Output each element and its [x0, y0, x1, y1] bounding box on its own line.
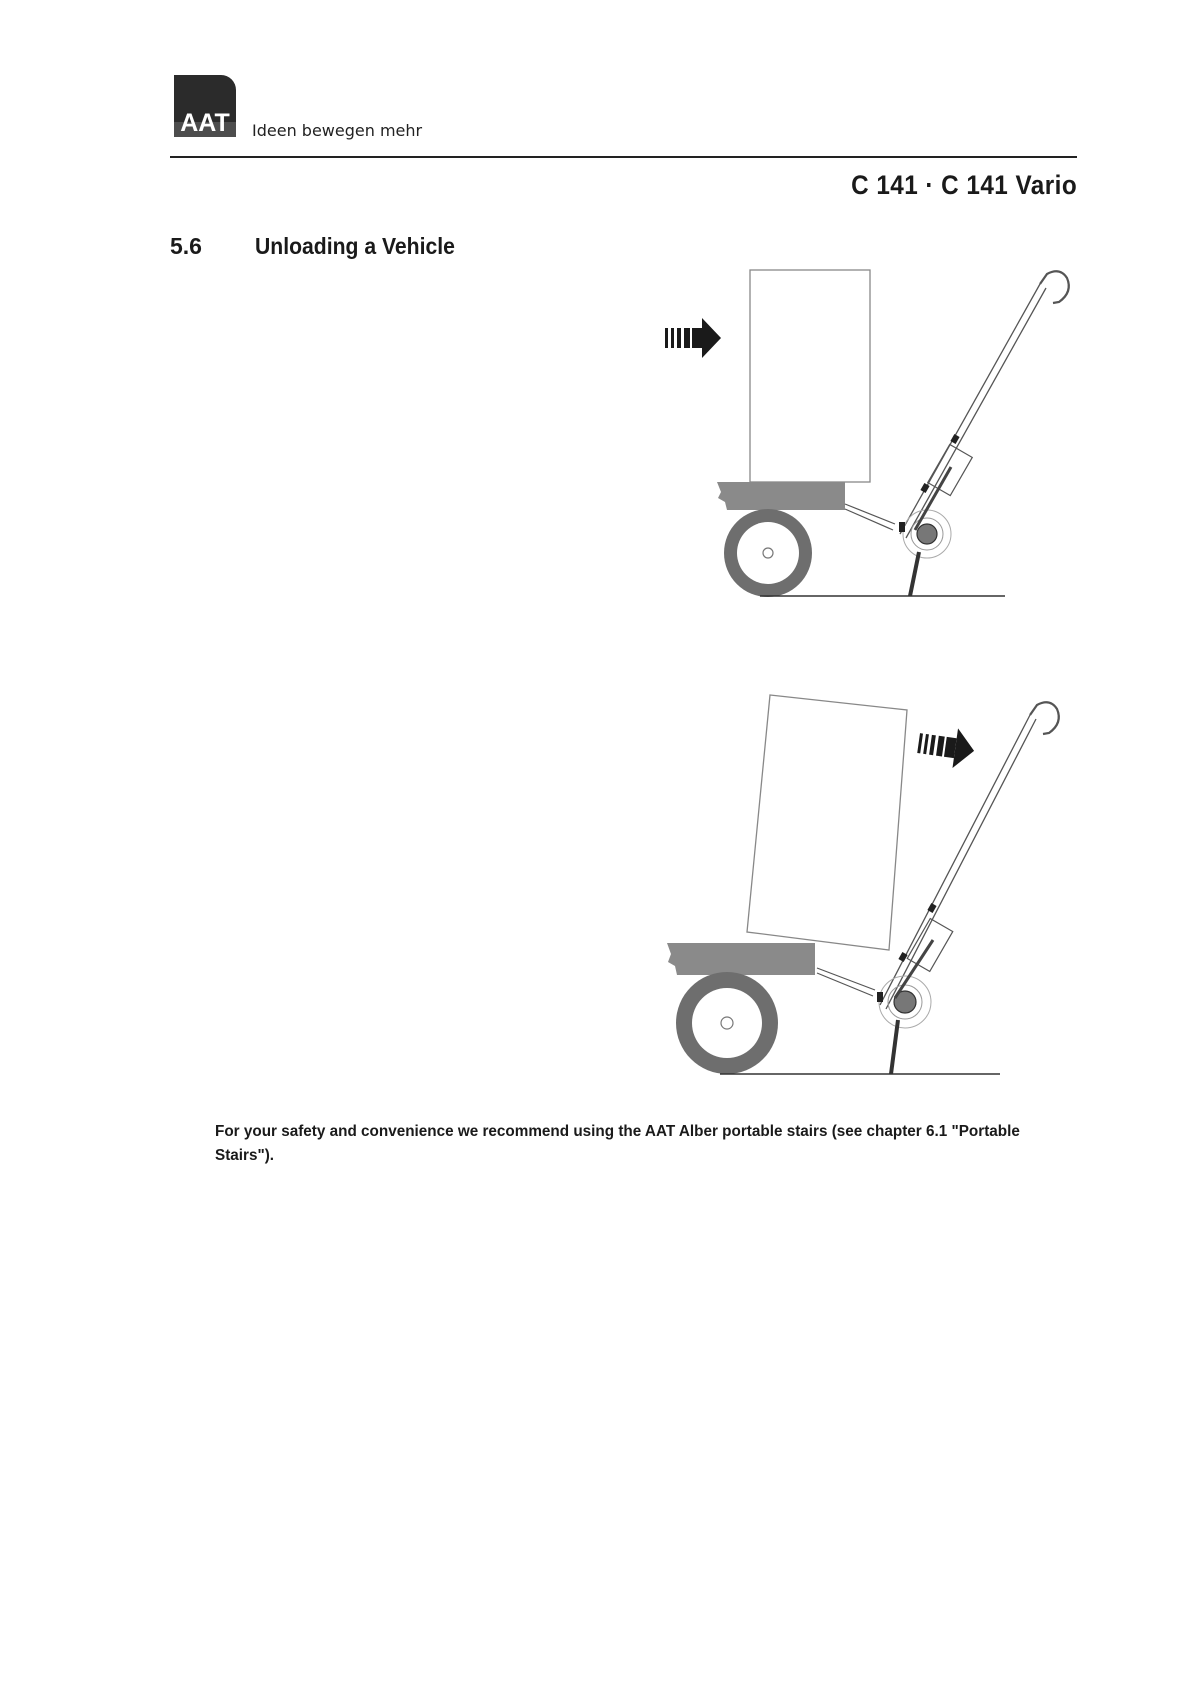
- aat-logo: [171, 72, 239, 140]
- safety-note: For your safety and convenience we recommend using the AAT Alber portable stairs (see chapter 6.1 "Portable Stairs").: [215, 1123, 1020, 1164]
- vehicle-wheel: [676, 972, 778, 1074]
- illustration-unload-package: [655, 690, 1085, 1080]
- vehicle-bed: [667, 943, 815, 975]
- motion-arrow-icon: [916, 723, 977, 770]
- package-box: [747, 695, 907, 950]
- section-title: Unloading a Vehicle: [255, 233, 455, 259]
- vehicle-wheel: [724, 509, 812, 597]
- motion-arrow-icon: [665, 318, 721, 358]
- section-number: 5.6: [170, 233, 202, 259]
- illustration-approach-vehicle: [655, 262, 1085, 604]
- stair-climber: [845, 271, 1069, 596]
- vehicle-bed: [717, 482, 845, 510]
- svg-text:AAT: AAT: [180, 109, 230, 137]
- package-box: [750, 270, 870, 482]
- document-title: C 141 · C 141 Vario: [850, 170, 1077, 200]
- header-rule: [170, 156, 1077, 158]
- tagline: Ideen bewegen mehr: [252, 121, 423, 140]
